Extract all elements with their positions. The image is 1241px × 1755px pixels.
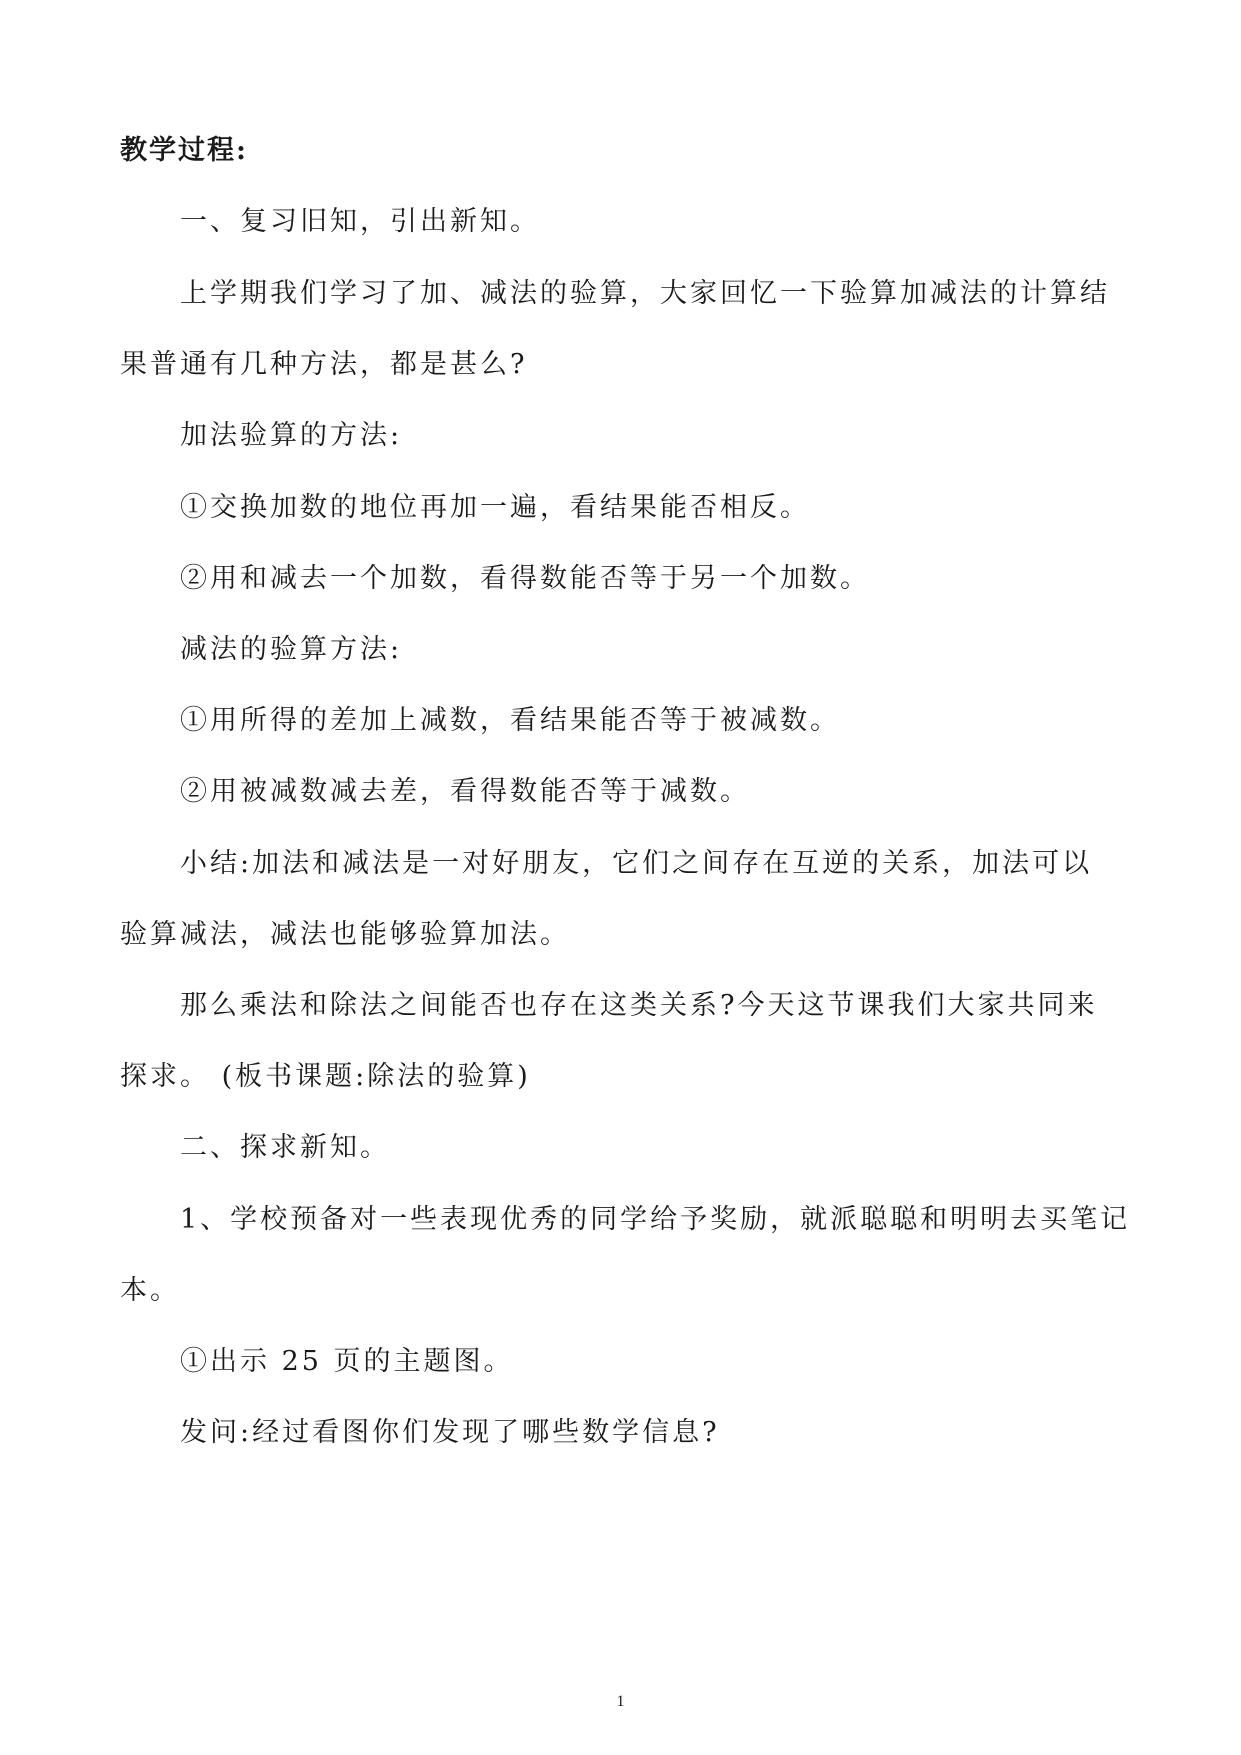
paragraph-line: 那么乘法和除法之间能否也存在这类关系?今天这节课我们大家共同来 (180, 990, 1098, 1021)
paragraph-line: 探求。 (板书课题:除法的验算) (120, 1061, 531, 1092)
paragraph-line: ①用所得的差加上减数，看结果能否等于被减数。 (180, 705, 840, 736)
paragraph-line: 果普通有几种方法，都是甚么? (120, 349, 528, 380)
paragraph-line: 上学期我们学习了加、减法的验算，大家回忆一下验算加减法的计算结 (180, 278, 1110, 309)
paragraph-line: 小结:加法和减法是一对好朋友，它们之间存在互逆的关系，加法可以 (180, 848, 1093, 879)
section-heading: 教学过程: (120, 135, 248, 166)
page-number: 1 (616, 1693, 625, 1710)
paragraph-line: ①出示 25 页的主题图。 (180, 1346, 514, 1377)
paragraph-line: ①交换加数的地位再加一遍，看结果能否相反。 (180, 492, 810, 523)
paragraph-line: 1、学校预备对一些表现优秀的同学给予奖励，就派聪聪和明明去买笔记 (180, 1204, 1131, 1235)
paragraph-line: ②用和减去一个加数，看得数能否等于另一个加数。 (180, 563, 870, 594)
paragraph-line: 发问:经过看图你们发现了哪些数学信息? (180, 1417, 720, 1448)
paragraph-line: 减法的验算方法: (180, 634, 403, 665)
paragraph-line: 本。 (120, 1275, 180, 1306)
paragraph-line: 加法验算的方法: (180, 420, 403, 451)
paragraph-line: 一、复习旧知，引出新知。 (180, 206, 540, 237)
paragraph-line: ②用被减数减去差，看得数能否等于减数。 (180, 776, 750, 807)
paragraph-line: 验算减法，减法也能够验算加法。 (120, 919, 570, 950)
paragraph-line: 二、探求新知。 (180, 1132, 390, 1163)
